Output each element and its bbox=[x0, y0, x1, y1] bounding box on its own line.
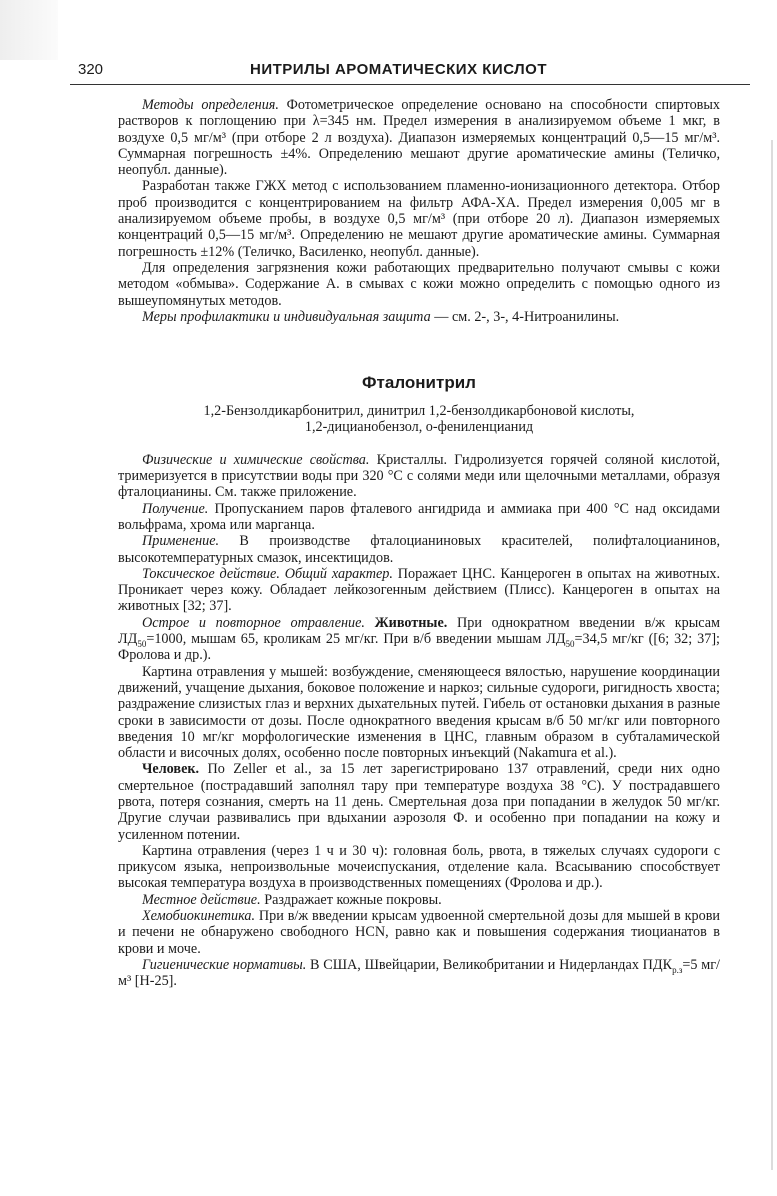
animals-label: Животные. bbox=[364, 614, 448, 631]
gc-method-paragraph: Разработан также ГЖХ метод с использованием пламенно-ионизационного детектора. Отбор проб производится с концентрированием на фильтр АФА-ХА. Предел измерения 0,005 мг в анализируемом объеме пробы, в воздухе 0,5 мг/м³ (при отборе 20 л). Диапазон измеряемых концентраций 0,5—15 мг/м³. Определению не мешают другие ароматические амины. Суммарная погрешность ±12% (Теличко, Василенко, неопубл. данные). bbox=[118, 178, 720, 260]
usage-text: В производстве фталоцианиновых красителей, полифталоцианинов, высокотемпературных смазок, инсектицидов. bbox=[118, 533, 720, 566]
physchem-text: Кристаллы. Гидролизуется горячей соляной кислотой, тримеризуется в присутствии воды при 320 °С с солями меди или щелочными металлами, образуя фталоцианины. См. также приложение. bbox=[118, 451, 721, 501]
page-number: 320 bbox=[78, 61, 104, 78]
section-spacer bbox=[118, 325, 720, 373]
mice-picture-paragraph: Картина отравления у мышей: возбуждение, сменяющееся вялостью, нарушение координации движений, учащение дыхания, боковое положение и наркоз; сильные судороги, ригидность хвоста; раздражение слизистых глаз и верхних дыхательных путей. Гибель от остановки дыхания в разные сроки в зависимости от дозы. После однократного введения крысам в/б 50 мг/кг или повторного введения 10 мг/кг морфологические изменения в ЦНС, главным образом в субталамической области и височных долях, особенно после повторных инъекций (Nakamura et al.). bbox=[118, 663, 720, 762]
physchem-heading: Физические и химические свойства. bbox=[142, 451, 370, 468]
compound-synonyms bbox=[118, 403, 720, 436]
kinetics-heading: Хемобиокинетика. bbox=[142, 908, 256, 925]
physchem-paragraph bbox=[118, 452, 720, 501]
local-heading: Местное действие. bbox=[142, 891, 261, 908]
scan-edge-line bbox=[771, 140, 773, 1170]
acute-text-c: =34,5 мг/кг ([6; 32; 37]; Фролова и др.). bbox=[118, 631, 720, 664]
human-text: По Zeller et al., за 15 лет зарегистрировано 137 отравлений, среди них одно смертельное (пострадавший заполнял тару при температуре воздуха 38 °С). У пострадавшего рвота, потеря сознания, смерть на 11 день. Смертельная доза при попадании в желудок 50 мг/кг. Другие случаи развивались при вдыхании аэрозоля Ф. и особенно при попадании на кожу и усиленном потении. bbox=[118, 761, 720, 843]
page-header bbox=[70, 60, 750, 85]
toxic-text: Поражает ЦНС. Канцероген в опытах на животных. Проникает через кожу. Обладает лейкозогенным действием (Плисс). Канцероген в опытах на животных [32; 37]. bbox=[118, 565, 720, 615]
local-text: Раздражает кожные покровы. bbox=[260, 891, 442, 908]
norms-heading: Гигиенические нормативы. bbox=[142, 956, 307, 973]
kinetics-text: При в/ж введении крысам удвоенной смертельной дозы для мышей в крови и печени не обнаружено свободного HCN, равно как и повышения содержания тиоцианатов в крови и моче. bbox=[118, 908, 720, 957]
prevention-heading: Меры профилактики и индивидуальная защита bbox=[142, 308, 431, 325]
norms-text-a: В США, Швейцарии, Великобритании и Нидерландах ПДК bbox=[306, 956, 673, 973]
toxic-heading: Токсическое действие. Общий характер. bbox=[142, 565, 393, 582]
page-body bbox=[118, 97, 720, 990]
toxic-paragraph bbox=[118, 566, 720, 615]
human-picture-paragraph: Картина отравления (через 1 ч и 30 ч): головная боль, рвота, в тяжелых случаях судороги с прикусом языка, непроизвольные мочеиспускания, отделение кала. Всасыванию способствует высокая температура воздуха в производственных помещениях (Фролова и др.). bbox=[118, 842, 720, 892]
kinetics-paragraph bbox=[118, 908, 720, 957]
skin-method-paragraph: Для определения загрязнения кожи работающих предварительно получают смывы с кожи методом «обмыва». Содержание А. в смывах с кожи можно определить с помощью одного из вышеупомянутых методов. bbox=[118, 259, 720, 309]
acute-paragraph bbox=[118, 615, 720, 664]
acute-heading: Острое и повторное отравление. bbox=[142, 614, 365, 631]
prevention-paragraph bbox=[118, 309, 720, 325]
production-paragraph bbox=[118, 501, 720, 534]
norms-text-b: =5 мг/м³ [Н-25]. bbox=[118, 956, 720, 990]
production-heading: Получение. bbox=[142, 500, 209, 517]
usage-heading: Применение. bbox=[142, 533, 220, 550]
norms-paragraph bbox=[118, 957, 720, 990]
methods-text: Фотометрическое определение основано на способности спиртовых растворов к поглощению при λ=345 нм. Предел измерения в анализируемом объеме 1 мкг, в воздухе 0,5 мг/м³ (при отборе 2 л воздуха). Диапазон измеряемых концентраций 0,5—15 мг/м³. Суммарная погрешность ±4%. Определению мешают другие ароматические амины (Теличко, неопубл. данные). bbox=[118, 97, 720, 179]
methods-heading: Методы определения. bbox=[142, 97, 279, 113]
production-text: Пропусканием паров фталевого ангидрида и аммиака при 400 °С над оксидами вольфрама, хрома или марганца. bbox=[118, 500, 720, 533]
ld-subscript: 50 bbox=[565, 638, 575, 649]
synonyms-line-2: 1,2-дицианобензол, о-фениленцианид bbox=[304, 419, 534, 436]
human-label: Человек. bbox=[142, 761, 200, 778]
compound-title: Фталонитрил bbox=[362, 373, 476, 393]
ld-subscript: 50 bbox=[137, 638, 147, 649]
norms-subscript: р.з bbox=[672, 964, 683, 975]
human-paragraph bbox=[118, 761, 720, 842]
acute-text-a: При однократном введении в/ж крысам ЛД bbox=[118, 614, 720, 648]
acute-text-b: =1000, мышам 65, кроликам 25 мг/кг. При в/б введении мышам ЛД bbox=[146, 631, 566, 648]
prevention-text: — см. 2-, 3-, 4-Нитроанилины. bbox=[430, 308, 620, 325]
usage-paragraph bbox=[118, 533, 720, 566]
running-title: НИТРИЛЫ АРОМАТИЧЕСКИХ КИСЛОТ bbox=[250, 61, 548, 78]
methods-paragraph bbox=[118, 97, 720, 178]
scan-margin-shadow bbox=[0, 0, 58, 60]
synonyms-line-1: 1,2-Бензолдикарбонитрил, динитрил 1,2-бензолдикарбоновой кислоты, bbox=[203, 403, 635, 420]
local-paragraph bbox=[118, 892, 720, 908]
